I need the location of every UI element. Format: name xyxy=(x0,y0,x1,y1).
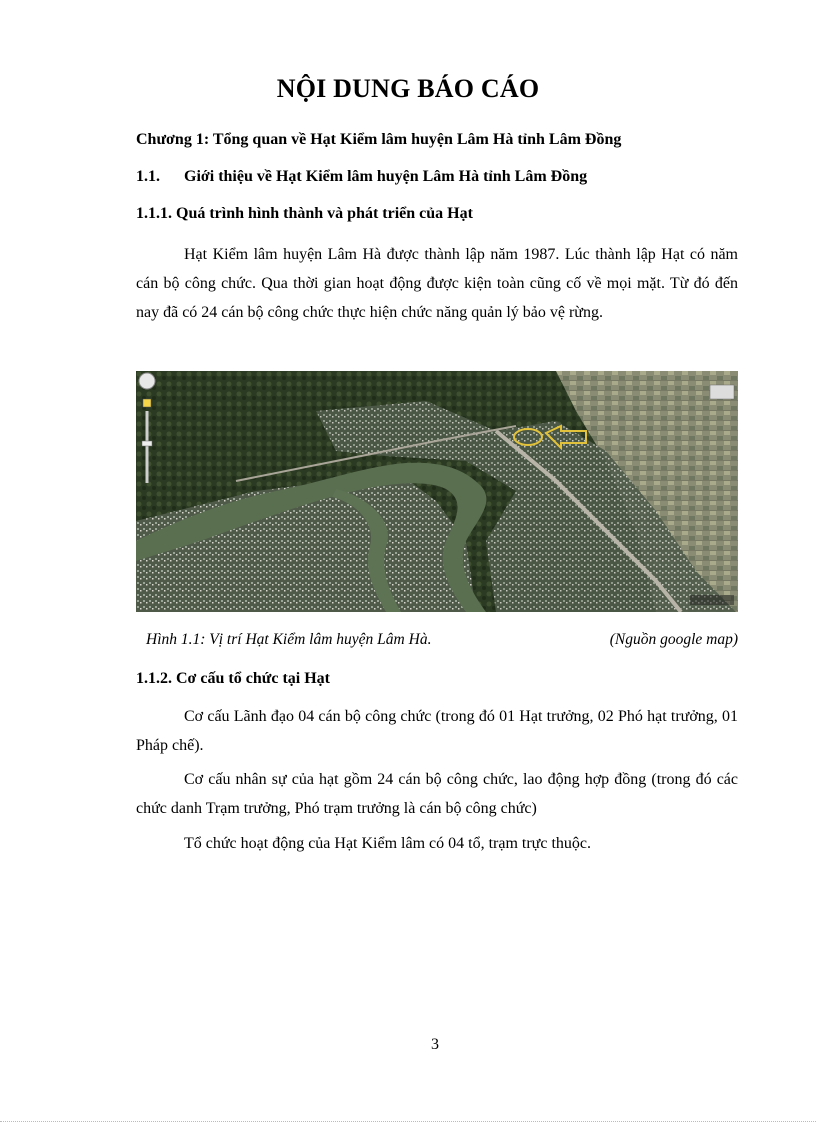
subsection-heading-2: 1.1.2. Cơ cấu tổ chức tại Hạt xyxy=(136,670,330,687)
paragraph-personnel: Cơ cấu nhân sự của hạt gồm 24 cán bộ công chức, lao động hợp đồng (trong đó các chức danh Trạm trưởng, Phó trạm trưởng là cán bộ công chức) xyxy=(136,771,738,817)
figure-source: (Nguồn google map) xyxy=(609,631,738,648)
report-title: NỘI DUNG BÁO CÁO xyxy=(276,74,540,103)
chapter-heading: Chương 1: Tổng quan về Hạt Kiểm lâm huyện Lâm Hà tỉnh Lâm Đồng xyxy=(136,131,622,148)
figure-caption-text: Hình 1.1: Vị trí Hạt Kiểm lâm huyện Lâm Hà. xyxy=(146,631,432,648)
paragraph-organization: Tổ chức hoạt động của Hạt Kiểm lâm có 04 tổ, trạm trực thuộc. xyxy=(184,835,591,852)
figure-caption xyxy=(146,631,738,649)
paragraph-history: Hạt Kiểm lâm huyện Lâm Hà được thành lập năm 1987. Lúc thành lập Hạt có năm cán bộ công chức. Qua thời gian hoạt động được kiện toàn cũng cố về mọi mặt. Từ đó đến nay đã có 24 cán bộ công chức thực hiện chức năng quản lý bảo vệ rừng. xyxy=(136,246,738,321)
page-number: 3 xyxy=(431,1036,439,1053)
section-number: 1.1. xyxy=(136,168,160,185)
section-heading xyxy=(136,168,587,186)
paragraph-leadership: Cơ cấu Lãnh đạo 04 cán bộ công chức (trong đó 01 Hạt trưởng, 02 Phó hạt trưởng, 01 Pháp chế). xyxy=(136,708,738,754)
satellite-map-image xyxy=(136,371,738,612)
section-title: Giới thiệu về Hạt Kiểm lâm huyện Lâm Hà tỉnh Lâm Đồng xyxy=(184,168,588,185)
page-bottom-rule xyxy=(0,1121,816,1122)
subsection-heading-1: 1.1.1. Quá trình hình thành và phát triển của Hạt xyxy=(136,205,473,222)
